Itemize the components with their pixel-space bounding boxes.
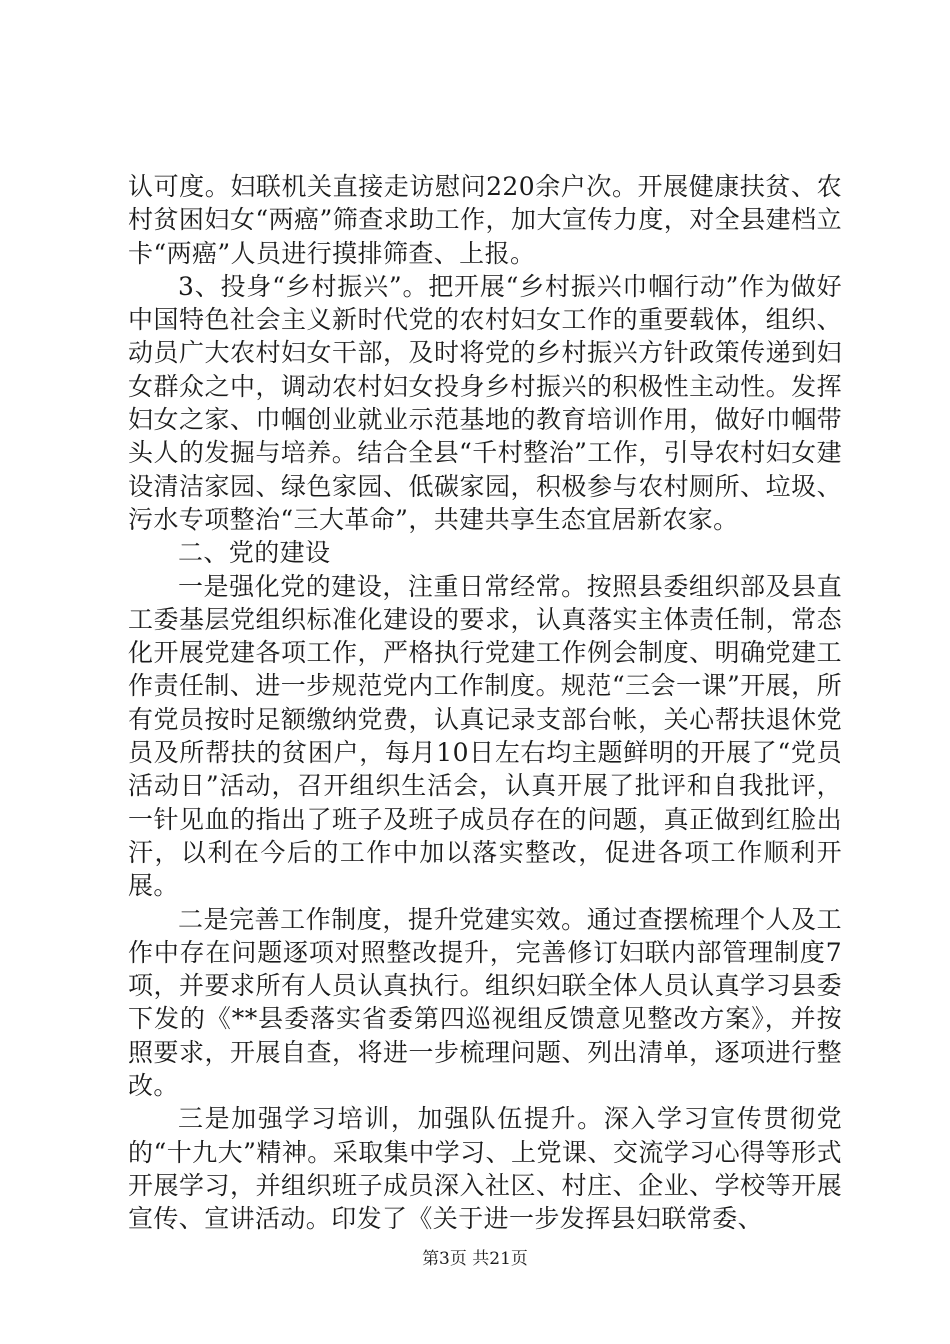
paragraph-improve-system: 二是完善工作制度，提升党建实效。通过查摆梳理个人及工作中存在问题逐项对照整改提升，完善修订妇联内部管理制度7项，并要求所有人员认真执行。组织妇联全体人员认真学习县委下发的《**县委落实省委第四巡视组反馈意见整改方案》，并按照要求，开展自查，将进一步梳理问题、列出清单，逐项进行整改。: [128, 904, 842, 1101]
document-body: [128, 170, 842, 1236]
paragraph-continuation: 认可度。妇联机关直接走访慰问220余户次。开展健康扶贫、农村贫困妇女“两癌”筛查求助工作，加大宣传力度，对全县建档立卡“两癌”人员进行摸排筛查、上报。: [128, 172, 842, 268]
paragraph-rural-revitalization: 3、投身“乡村振兴”。把开展“乡村振兴巾帼行动”作为做好中国特色社会主义新时代党的农村妇女工作的重要载体，组织、动员广大农村妇女干部，及时将党的乡村振兴方针政策传递到妇女群众之中，调动农村妇女投身乡村振兴的积极性主动性。发挥妇女之家、巾帼创业就业示范基地的教育培训作用，做好巾帼带头人的发掘与培养。结合全县“千村整治”工作，引导农村妇女建设清洁家园、绿色家园、低碳家园，积极参与农村厕所、垃圾、污水专项整治“三大革命”，共建共享生态宜居新农家。: [128, 271, 842, 534]
page-footer: 第3页 共21页: [422, 1249, 528, 1269]
paragraph-strengthen-party: 一是强化党的建设，注重日常经常。按照县委组织部及县直工委基层党组织标准化建设的要求，认真落实主体责任制，常态化开展党建各项工作，严格执行党建工作例会制度、明确党建工作责任制、进一步规范党内工作制度。规范“三会一课”开展，所有党员按时足额缴纳党费，认真记录支部台帐，关心帮扶退休党员及所帮扶的贫困户，每月10日左右均主题鲜明的开展了“党员活动日”活动，召开组织生活会，认真开展了批评和自我批评，一针见血的指出了班子及班子成员存在的问题，真正做到红脸出汗，以利在今后的工作中加以落实整改，促进各项工作顺利开展。: [128, 571, 842, 901]
paragraph-study-training: 三是加强学习培训，加强队伍提升。深入学习宣传贯彻党的“十九大”精神。采取集中学习、上党课、交流学习心得等形式开展学习，并组织班子成员深入社区、村庄、企业、学校等开展宣传、宣讲活动。印发了《关于进一步发挥县妇联常委、: [128, 1104, 842, 1234]
section-heading-party-building: 二、党的建设: [178, 538, 331, 568]
